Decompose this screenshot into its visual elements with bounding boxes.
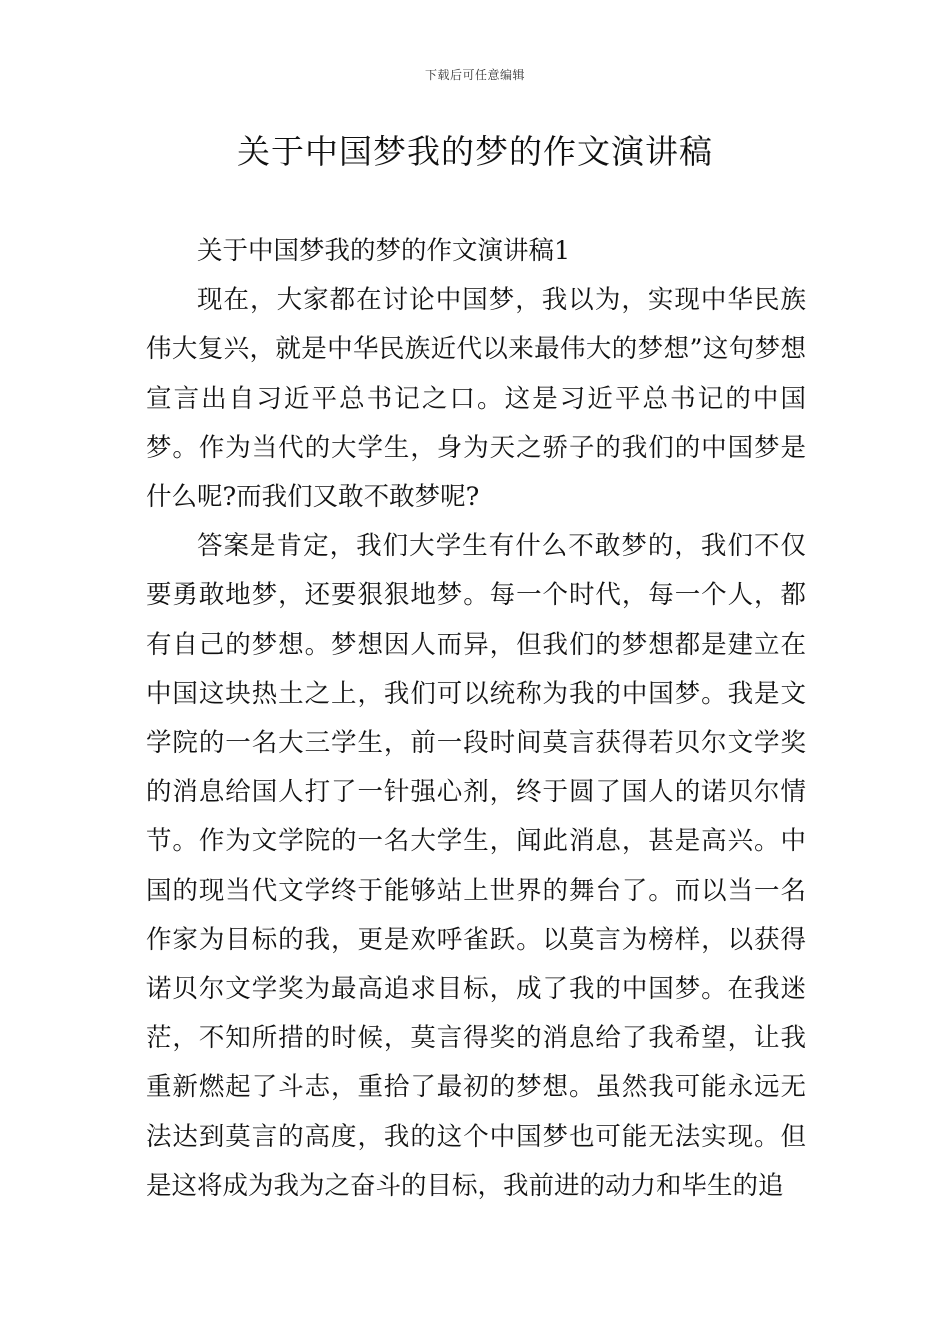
paragraph: 现在，大家都在讨论中国梦，我以为，实现中华民族伟大复兴，就是中华民族近代以来最伟大的梦想”这句梦想宣言出自习近平总书记之口。这是习近平总书记的中国梦。作为当代的大学生，身为天之骄子的我们的中国梦是什么呢?而我们又敢不敢梦呢? <box>146 285 806 513</box>
document-body <box>146 227 806 1211</box>
paragraph: 答案是肯定，我们大学生有什么不敢梦的，我们不仅要勇敢地梦，还要狠狠地梦。每一个时代，每一个人，都有自己的梦想。梦想因人而异，但我们的梦想都是建立在中国这块热土之上，我们可以统称为我的中国梦。我是文学院的一名大三学生，前一段时间莫言获得若贝尔文学奖的消息给国人打了一针强心剂，终于圆了国人的诺贝尔情节。作为文学院的一名大学生，闻此消息，甚是高兴。中国的现当代文学终于能够站上世界的舞台了。而以当一名作家为目标的我，更是欢呼雀跃。以莫言为榜样，以获得诺贝尔文学奖为最高追求目标，成了我的中国梦。在我迷茫，不知所措的时候，莫言得奖的消息给了我希望，让我重新燃起了斗志，重拾了最初的梦想。虽然我可能永远无法达到莫言的高度，我的这个中国梦也可能无法实现。但是这将成为我为之奋斗的目标，我前进的动力和毕生的追 <box>146 531 806 1201</box>
header-note: 下载后可任意编辑 <box>424 68 525 82</box>
paragraph-subtitle: 关于中国梦我的梦的作文演讲稿1 <box>197 236 571 266</box>
document-title: 关于中国梦我的梦的作文演讲稿 <box>237 132 713 171</box>
